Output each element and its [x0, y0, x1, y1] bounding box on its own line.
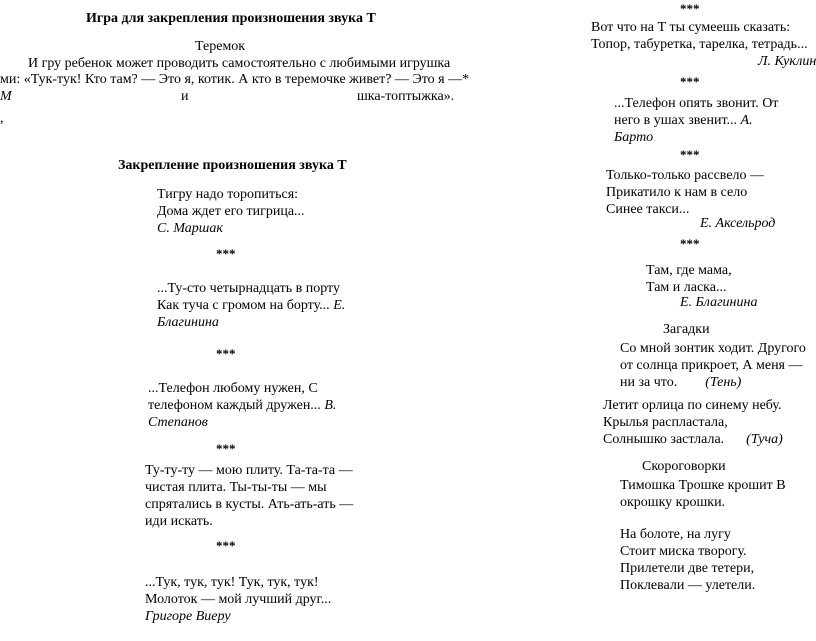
tongue-twisters-title: Скороговорки	[642, 459, 726, 474]
tongue-twister-bolote	[620, 526, 755, 594]
tongue-twister-line: Стоит миска творогу.	[620, 544, 747, 559]
poem-line: спрятались в кусты. Ать-ать-ать —	[145, 497, 354, 512]
tongue-twister-line: Тимошка Трошке крошит В	[620, 478, 786, 493]
poem-hammer	[145, 574, 331, 625]
poem-author-part: В.	[324, 398, 337, 413]
teremok-text-line-2: ми: «Тук-тук! Кто там? — Это я, котик. А кто в теремочке живет? — Это я —*	[0, 72, 470, 87]
riddle-cloud	[603, 397, 783, 448]
riddle-answer: (Тень)	[705, 375, 742, 390]
separator-stars: ***	[680, 147, 700, 162]
poem-author: Л. Куклин	[758, 54, 816, 69]
poem-letter-t	[591, 19, 808, 53]
teremok-title: Теремок	[195, 39, 246, 54]
separator-stars: ***	[216, 538, 236, 553]
riddle-line: Крылья распластала,	[603, 415, 728, 430]
poem-tu-104	[157, 280, 345, 331]
poem-line: Топор, табуретка, тарелка, тетрадь...	[591, 37, 808, 52]
poem-author-part: А.	[740, 113, 753, 128]
separator-stars: ***	[680, 1, 700, 16]
poem-author: С. Маршак	[157, 221, 223, 236]
tongue-twister-line: окрошку крошки.	[620, 495, 726, 510]
poem-author: Степанов	[148, 415, 208, 430]
poem-line: Молоток — мой лучший друг...	[145, 592, 332, 607]
poem-line: Вот что на Т ты сумеешь сказать:	[591, 20, 791, 35]
teremok-text-line-3b: и	[181, 89, 189, 104]
poem-line: Только-только рассвело —	[606, 168, 765, 183]
separator-stars: ***	[216, 246, 236, 261]
riddles-title: Загадки	[663, 322, 710, 337]
poem-telephone-rings	[614, 95, 778, 146]
riddle-answer: (Туча)	[746, 432, 783, 447]
heading-sound-t-game: Игра для закрепления произношения звука Т	[86, 11, 376, 26]
poem-line: иди искать.	[145, 514, 213, 529]
poem-taxi	[606, 167, 764, 218]
riddle-line: от солнца прикроет, А меня —	[620, 358, 803, 373]
riddle-line: Со мной зонтик ходит. Другого	[620, 341, 806, 356]
poem-author-part: Е.	[333, 298, 346, 313]
poem-line: ...Тук, тук, тук! Тук, тук, тук!	[145, 575, 319, 590]
poem-line: него в ушах звенит... А.	[614, 113, 753, 128]
poem-author: Е. Аксельрод	[700, 216, 776, 231]
poem-line: телефоном каждый дружен... В.	[148, 398, 337, 413]
teremok-text-line-3a: М	[0, 89, 12, 104]
tongue-twister-line: На болоте, на лугу	[620, 527, 731, 542]
poem-line: чистая плита. Ты-ты-ты — мы	[145, 480, 327, 495]
separator-stars: ***	[216, 346, 236, 361]
teremok-text-line-3c: шка-топтыжка».	[357, 89, 455, 104]
riddle-line: ни за что. (Тень)	[620, 375, 742, 390]
poem-author: Барто	[614, 130, 654, 145]
tongue-twister-line: Прилетели две тетери,	[620, 561, 755, 576]
poem-line: Тигру надо торопиться:	[157, 187, 299, 202]
poem-line: Ту-ту-ту — мою плиту. Та-та-та —	[145, 463, 353, 478]
riddle-shadow	[620, 340, 806, 391]
poem-tu-tu-tu	[145, 462, 353, 530]
poem-line: Прикатило к нам в село	[606, 185, 748, 200]
separator-stars: ***	[680, 236, 700, 251]
separator-stars: ***	[216, 441, 236, 456]
poem-mama	[646, 262, 732, 296]
poem-line: ...Телефон опять звонит. От	[614, 96, 779, 111]
riddle-line: Летит орлица по синему небу.	[603, 398, 782, 413]
poem-author: Григоре Виеру	[145, 609, 231, 624]
heading-sound-t-reinforcement: Закрепление произношения звука Т	[118, 158, 347, 173]
poem-line: ...Телефон любому нужен, С	[148, 381, 318, 396]
poem-line: Как туча с громом на борту... Е.	[157, 298, 346, 313]
poem-line: Там, где мама,	[646, 263, 732, 278]
poem-line: ...Ту-сто четырнадцать в порту	[157, 281, 340, 296]
poem-line: Синее такси...	[606, 202, 690, 217]
tongue-twister-timoshka	[620, 477, 786, 511]
stray-comma: ,	[0, 111, 4, 126]
riddle-line: Солнышко застлала. (Туча)	[603, 432, 783, 447]
teremok-text-line-1: И гру ребенок может проводить самостоятельно с любимыми игрушка	[28, 56, 451, 71]
poem-line: Дома ждет его тигрица...	[157, 204, 305, 219]
tongue-twister-line: Поклевали — улетели.	[620, 578, 756, 593]
poem-author: Е. Благинина	[680, 295, 758, 310]
poem-author: Благинина	[157, 315, 219, 330]
poem-line: Там и ласка...	[646, 280, 727, 295]
poem-telephone	[148, 380, 336, 431]
separator-stars: ***	[680, 74, 700, 89]
poem-tiger	[157, 186, 305, 237]
